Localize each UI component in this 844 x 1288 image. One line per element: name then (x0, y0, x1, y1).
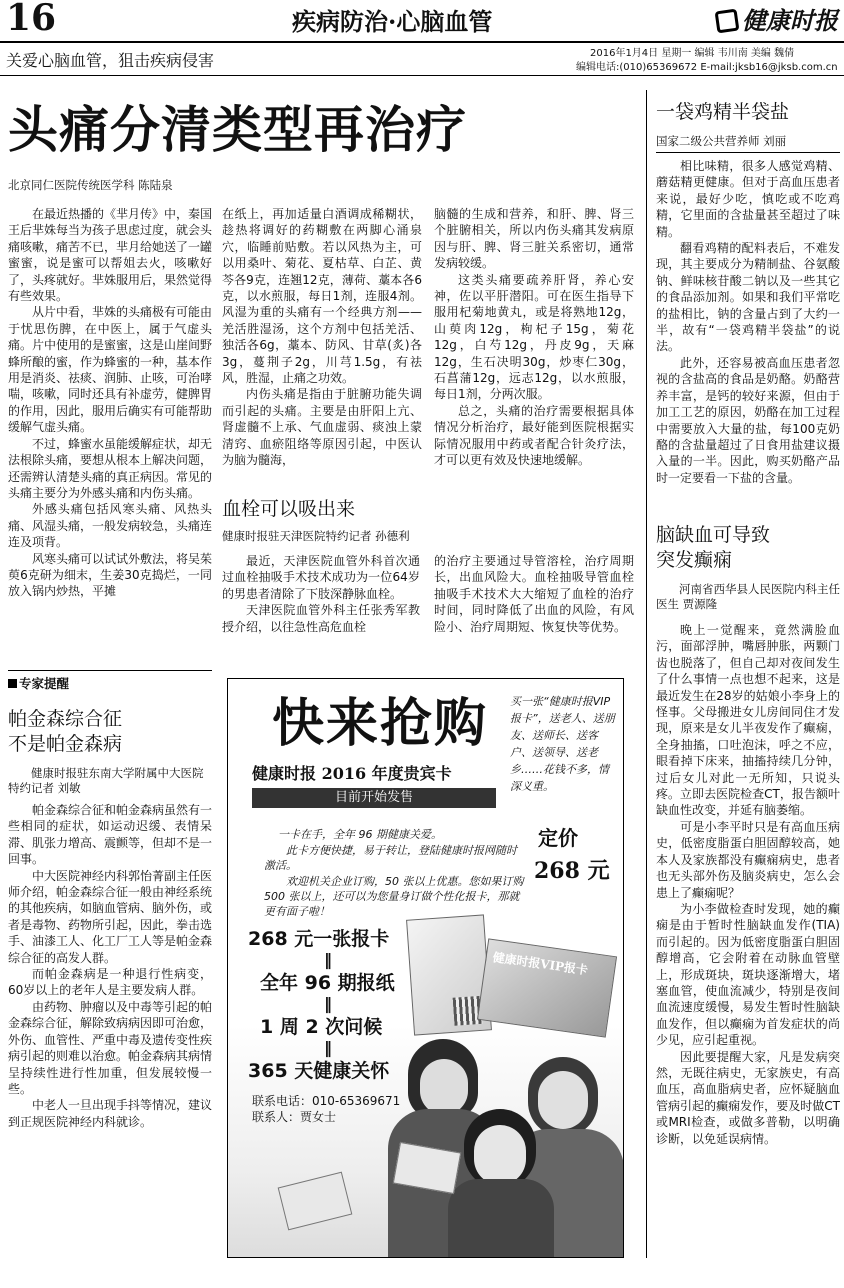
ad-subtitle: 健康时报 2016 年度贵宾卡 (252, 764, 452, 783)
epilepsy-paragraph: 为小李做检查时发现，她的癫痫是由于暂时性脑缺血发作(TIA)而引起的。因为低密度脂蛋白胆固醇增高，它会附着在动脉血管壁上，形成斑块，斑块逐渐增大，堵塞血管，使血流减少，特别是夜间血流速度缓慢，易发生暂时性脑缺血发作，但以癫痫为首发症状的尚少见，应引起重视。 (656, 901, 840, 1048)
ad-price-label: 定价 (538, 826, 578, 850)
thrombus-article-col1 (222, 553, 420, 668)
thrombus-article-author: 健康时报驻天津医院特约记者 孙德利 (222, 529, 410, 543)
expert-paragraph: 中大医院神经内科郭怡菁副主任医师介绍，帕金森综合征一般由神经系统的其他疾病，如脑血管病、脑外伤，或者是毒物、药物所引起，因此，拳击选手、油漆工人、化工厂工人等是帕金森综合征的高发人群。 (8, 868, 212, 965)
lead-paragraph: 从片中看，芈姝的头痛极有可能由于忧思伤脾，在中医上，属于气虚头痛。片中使用的是蜜蜜，这是山崖间野蜂所酿的蜜，作为蜂蜜的一种，基本作用是消炎、祛痰、润肺、止咳，可治哮喘，咳嗽，同时还具有补虚劳，健脾胃的作用，因此，服用后确实有可能帮助缓解气虚头痛。 (8, 305, 212, 435)
section-title: 疾病防治·心脑血管 (292, 7, 493, 36)
page-slogan: 关爱心脑血管，狙击疾病侵害 (6, 51, 215, 70)
lead-article-author: 北京同仁医院传统医学科 陈陆泉 (8, 178, 173, 192)
chicken-paragraph: 相比味精，很多人感觉鸡精、蘑菇精更健康。但对于高血压患者来说，最好少吃，慎吃或不吃鸡精，它里面的含盐量甚至超过了味精。 (656, 159, 840, 239)
chicken-paragraph: 翻看鸡精的配料表后，不难发现，其主要成分为精制盐、谷氨酸钠、鲜味核苷酸二钠以及一些其它的食品添加剂。如果和我们平常吃的盐相比，钠的含量占到了大约一半，故有“一袋鸡精半袋盐”的说法。 (656, 241, 840, 354)
header-rule-2 (0, 75, 844, 76)
ad-equation-2: 全年 96 期报纸 (260, 972, 395, 994)
lead-paragraph: 内伤头痛是指由于脏腑功能失调而引起的头痛。主要是由肝阳上亢、肾虚髓不上承、气血虚弱、痰浊上蒙清窍、血瘀阻络等原因引起，中医认为脑为髓海， (222, 387, 422, 468)
expert-paragraph: 中老人一旦出现手抖等情况，建议到正规医院神经内科就诊。 (8, 1098, 212, 1129)
column-rule (646, 90, 647, 1258)
chicken-article-author: 国家二级公共营养师 刘丽 (656, 134, 787, 148)
page-number: 16 (6, 0, 57, 39)
editor-contact: 编辑电话:(010)65369672 E-mail:jksb16@jksb.com.cn (576, 62, 838, 73)
lead-paragraph: 在最近热播的《芈月传》中，秦国王后芈姝每当为孩子思虑过度，就会头痛咳嗽，痛苦不已，芈月给她送了一罐蜜蜜，说是蜜可以帮姐去火，咳嗽好了，头疼就好。芈姝服用后，果然觉得有些效果。 (8, 207, 212, 304)
vip-card-text: 健康时报VIP报卡 (491, 950, 589, 978)
expert-tip-label: 专家提醒 (8, 676, 69, 692)
expert-article-title-1: 帕金森综合征 (8, 708, 123, 730)
epilepsy-article-title-1: 脑缺血可导致 (656, 524, 771, 546)
issue-date-editors: 2016年1月4日 星期一 编辑 韦川南 美编 魏倩 (590, 48, 795, 59)
square-bullet-icon (8, 679, 17, 688)
expert-article-author: 健康时报驻东南大学附属中大医院特约记者 刘敏 (8, 766, 204, 795)
newspaper-logo (716, 6, 842, 38)
ad-intro-2: 此卡方便快捷，易于转让，登陆健康时报网随时激活。 (264, 844, 517, 872)
lead-paragraph: 在纸上，再加适量白酒调成稀糊状，趁热将调好的药糊敷在两脚心涌泉穴，临睡前贴敷。若以风热为主，可以用桑叶、菊花、夏枯草、白芷、黄芩各9克，连翘12克，薄荷、藁本各6克，以水煎服，每日1剂，连服4剂。风湿为重的头痛有一个经典方剂——羌活胜湿汤，这个方剂中包括羌活、独活各6g，藁本、防风、甘草(炙)各3g，蔓荆子2g，川芎1.5g，有祛风，胜湿，止痛之功效。 (222, 207, 422, 386)
thrombus-article-col2 (434, 553, 634, 668)
ad-equation-4: 365 天健康关怀 (248, 1060, 390, 1082)
lead-paragraph: 这类头痛要疏养肝肾，养心安神，佐以平肝潜阳。可在医生指导下服用杞菊地黄丸，或是将熟地12g，山萸肉12g，枸杞子15g，菊花12g，白芍12g，丹皮9g，天麻12g，生石决明30g，炒枣仁30g，石菖蒲12g，远志12g，以水煎服，每日1剂，分两次服。 (434, 272, 634, 402)
expert-article-title-2: 不是帕金森病 (8, 733, 123, 755)
thrombus-paragraph: 天津医院血管外科主任张秀军教授介绍，以往急性高危血栓 (222, 603, 420, 634)
epilepsy-article-body (656, 622, 840, 1258)
section-rule (8, 670, 212, 671)
vip-card-advertisement[interactable] (227, 678, 624, 1258)
logo-mark-icon (715, 9, 740, 34)
ad-equals-sign: ‖ (324, 1038, 332, 1057)
chicken-paragraph: 此外，还容易被高血压患者忽视的含盐高的食品是奶酪。奶酪营养丰富，是钙的较好来源，但由于加工工艺的原因，奶酪在加工过程中需要放入大量的盐，每100克奶酪的含盐量超过了日食用盐建议摄入量的一半。因此，购买奶酪产品时一定要看一下盐的含量。 (656, 355, 840, 485)
epilepsy-article-title-2: 突发癫痫 (656, 549, 733, 571)
expert-paragraph: 由药物、肿瘤以及中毒等引起的帕金森综合征，解除致病病因即可治愈，外伤、血管性、严重中毒及遗传变性疾病引起的则难以治愈。帕金森病其病情呈持续性进行性加重，但发展较慢一些。 (8, 999, 212, 1096)
lead-article-col2 (222, 206, 422, 490)
ad-intro-1: 一卡在手，全年 96 期健康关爱。 (278, 828, 442, 841)
epilepsy-article-author: 河南省西华县人民医院内科主任医生 贾源隆 (656, 582, 840, 611)
lead-paragraph: 风寒头痛可以试试外敷法，将吴茱萸6克研为细末，生姜30克捣烂，一同放入锅内炒热，平摊 (8, 551, 212, 599)
ad-photo-people (378, 1029, 624, 1257)
ad-intro-3: 欢迎机关企业订购，50 张以上优惠。您如果订购 500 张以上，还可以为您量身订做个性化报卡，那就更有面子啦！ (264, 875, 524, 918)
lead-paragraph: 外感头痛包括风寒头痛、风热头痛、风湿头痛，一般发病较急，头痛连连及项背。 (8, 502, 212, 550)
ad-banner: 目前开始发售 (252, 788, 496, 808)
ad-headline: 快来抢购 (272, 693, 489, 754)
ad-phone: 联系电话：010-65369671 (252, 1094, 401, 1108)
expert-paragraph: 而帕金森病是一种退行性病变，60岁以上的老年人是主要发病人群。 (8, 967, 212, 998)
expert-article-body (8, 802, 212, 1252)
ad-equals-sign: ‖ (324, 994, 332, 1013)
ad-equation-3: 1 周 2 次问候 (260, 1016, 383, 1038)
epilepsy-paragraph: 晚上一觉醒来，竟然满脸血污，面部浮肿，嘴唇肿胀，两颗门齿也脱落了，但自己却对夜间发生了什么事情一点也想不起来，这是最近发生在28岁的姑娘小李身上的怪事。父母搬进女儿房间同住才发现，原来是女儿半夜发作了癫痫，全身抽搐，口吐泡沫，呼之不应，眼看掉下床来，抽搐持续几分钟，过后女儿对此一无所知，只说头疼。立即去医院检查CT，报告额叶缺血性改变，并延有脑萎缩。 (656, 623, 840, 818)
ad-contact-person: 联系人：贾女士 (252, 1110, 337, 1124)
ad-equals-sign: ‖ (324, 950, 332, 969)
lead-paragraph: 不过，蜂蜜水虽能缓解症状，却无法根除头痛，要想从根本上解决问题，还需辨认清楚头痛的真正病因。常见的头痛主要分为外感头痛和内伤头痛。 (8, 436, 212, 500)
thrombus-paragraph: 最近，天津医院血管外科首次通过血栓抽吸手术技术成功为一位64岁的男患者清除了下肢深静脉血栓。 (222, 554, 420, 601)
lead-article-col1 (8, 206, 212, 662)
lead-paragraph: 总之，头痛的治疗需要根据具体情况分析治疗，最好能到医院根据实际情况服用中药或者配合针灸疗法，才可以更有效及快速地缓解。 (434, 403, 634, 468)
ad-price: 268 元 (534, 858, 610, 884)
chicken-article-title: 一袋鸡精半袋盐 (656, 101, 790, 123)
chicken-article-body (656, 158, 840, 510)
lead-article-title: 头痛分清类型再治疗 (8, 100, 467, 159)
expert-paragraph: 帕金森综合征和帕金森病虽然有一些相同的症状，如运动迟缓、表情呆滞、肌张力增高、震颤等，但却不是一回事。 (8, 803, 212, 867)
epilepsy-paragraph: 因此要提醒大家，凡是发病突然，无既往病史，无家族史，有高血压，高血脂病史者，应怀疑脑血管病引起的癫痫发作，要及时做CT或MRI检查，或做多普勒，以明确诊断，以免延误病情。 (656, 1049, 840, 1146)
ad-equation-1: 268 元一张报卡 (248, 928, 390, 950)
lead-paragraph: 脑髓的生成和营养，和肝、脾、肾三个脏腑相关，所以内伤头痛其发病原因与肝、脾、肾三脏关系密切，通常发病较缓。 (434, 207, 634, 271)
logo-text: 健康时报 (742, 6, 838, 35)
thrombus-article-title: 血栓可以吸出来 (222, 498, 356, 520)
section-rule (656, 152, 840, 153)
header-rule (0, 41, 844, 43)
epilepsy-paragraph: 可是小李平时只是有高血压病史，低密度脂蛋白胆固醇较高，她本人及家族都没有癫痫病史，患者也无头部外伤及脑炎病史，怎么会患上了癫痫呢？ (656, 819, 840, 900)
ad-side-note: 买一张“健康时报VIP报卡”，送老人、送朋友、送师长、送客户、送领导、送老乡……花钱不多，情深义重。 (510, 695, 615, 793)
thrombus-paragraph: 的治疗主要通过导管溶栓，治疗周期长，出血风险大。血栓抽吸导管血栓抽吸手术技术大大缩短了血栓的治疗时间，同时降低了出血的风险，有风险小、治疗周期短、恢复快等优势。 (434, 554, 634, 634)
lead-article-col3 (434, 206, 634, 490)
